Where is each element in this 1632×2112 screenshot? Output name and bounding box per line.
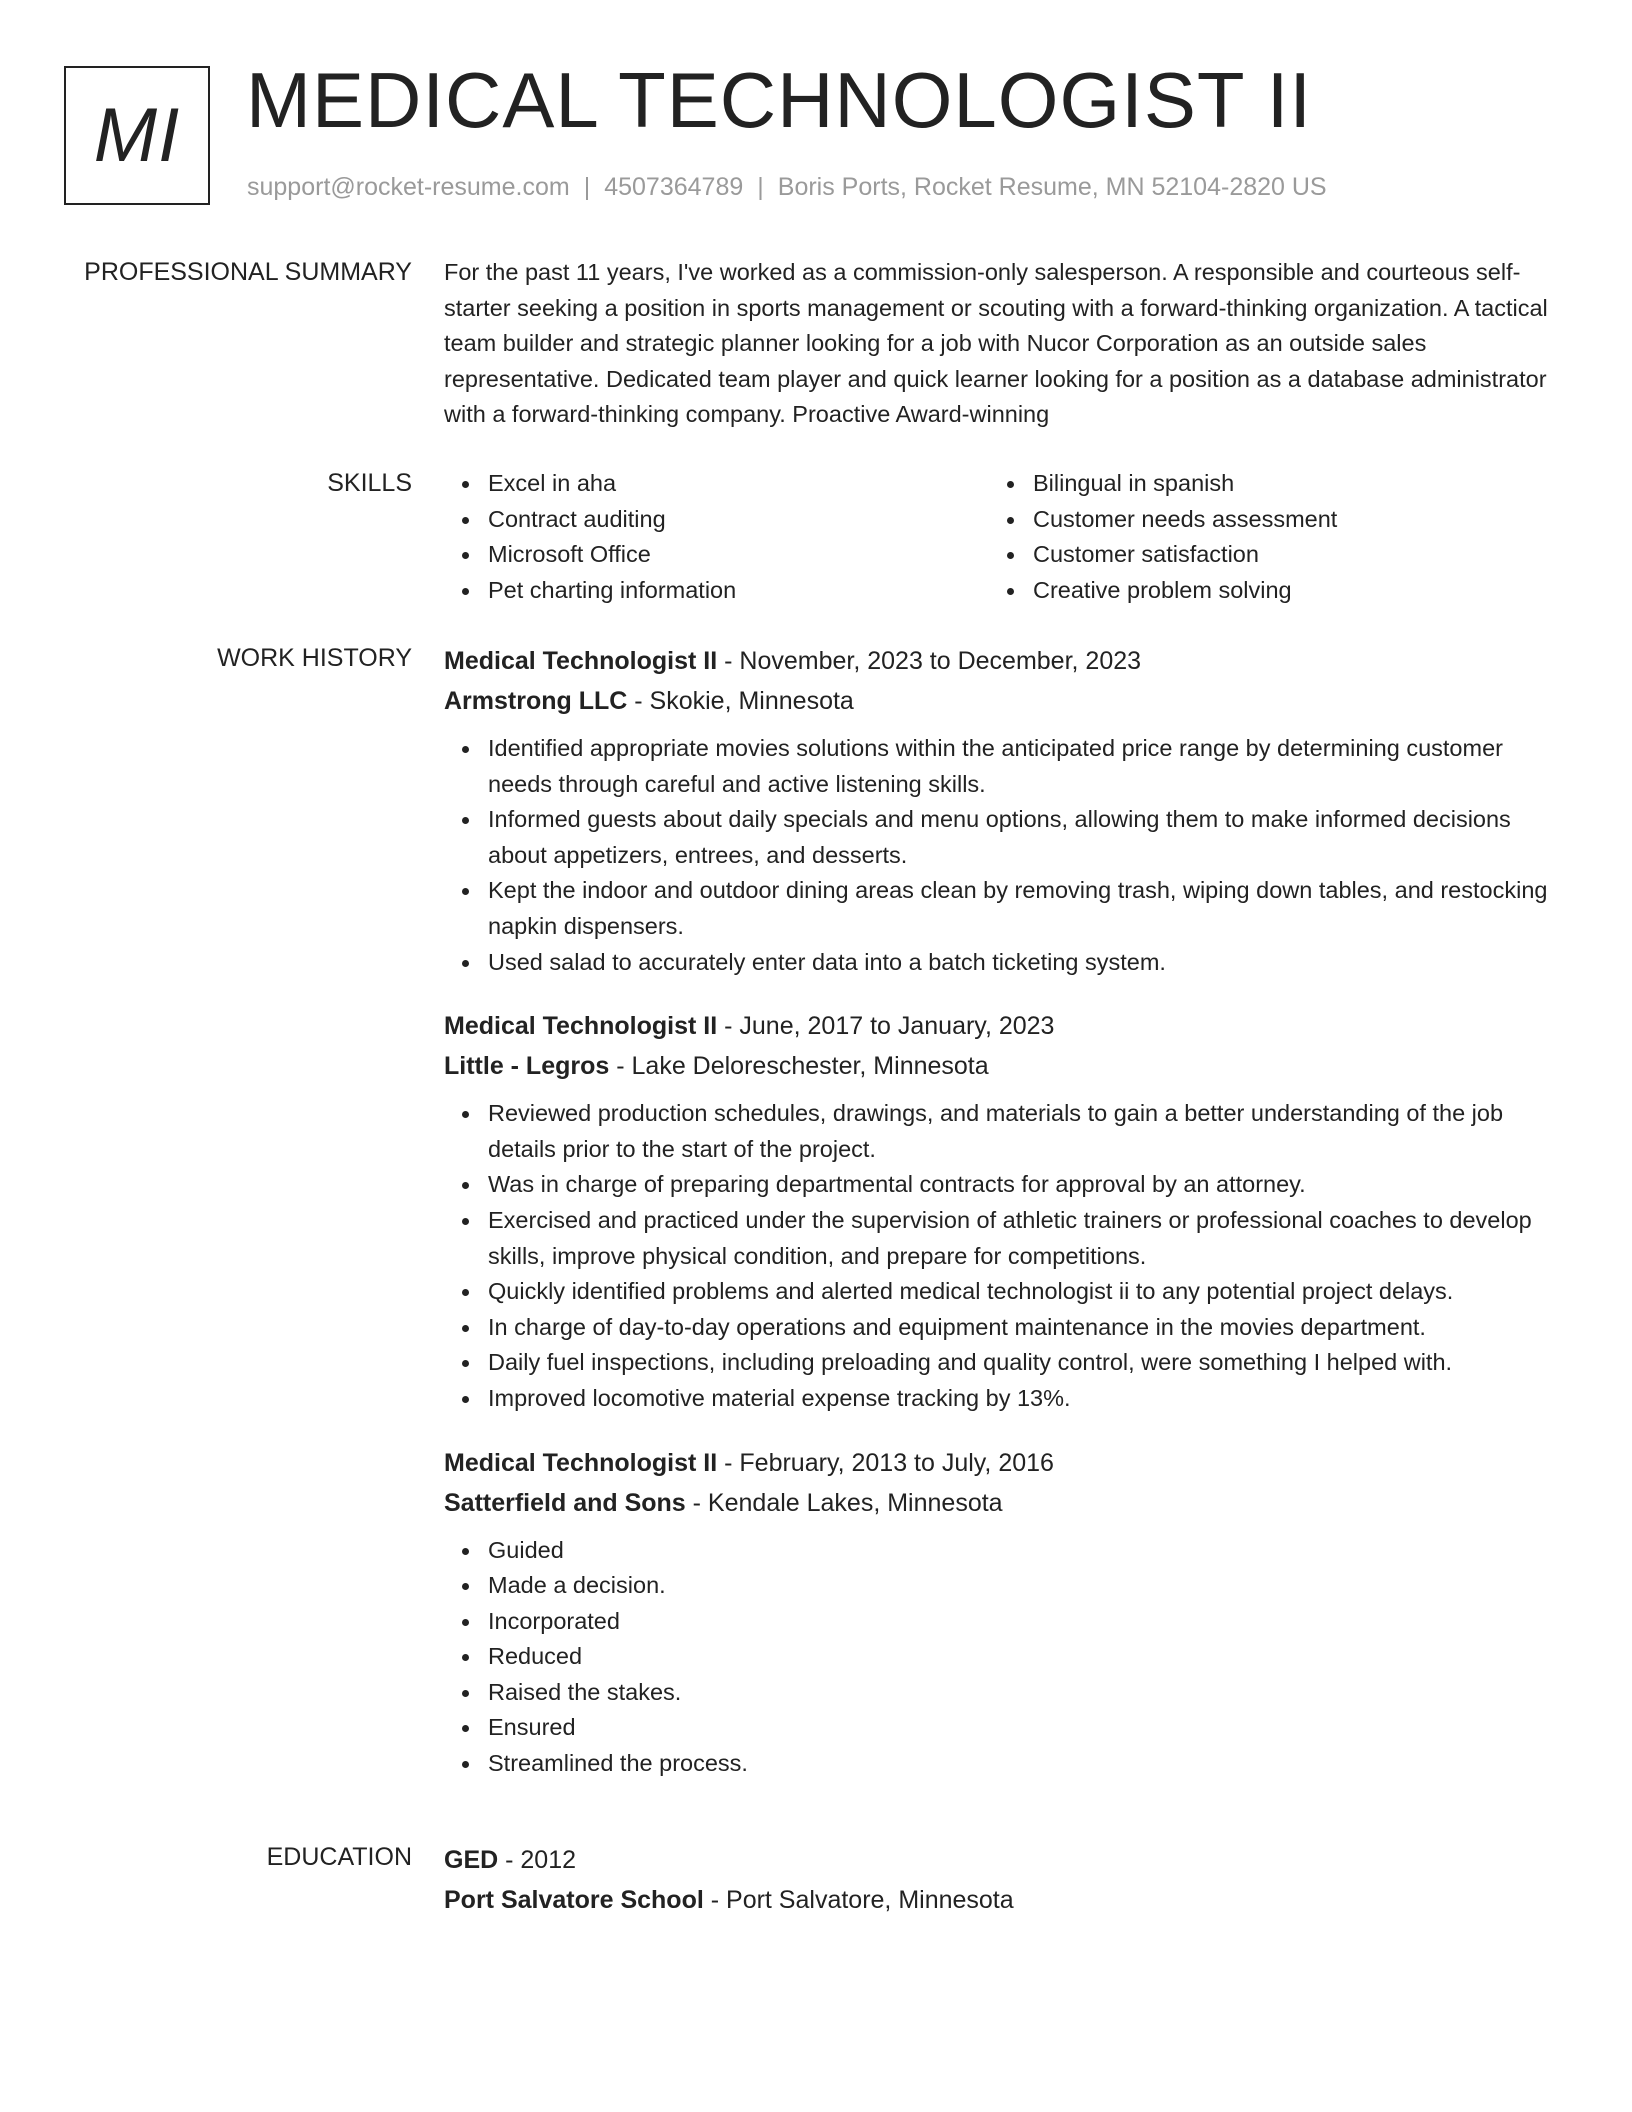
contact-phone[interactable]: 4507364789 — [604, 173, 744, 201]
contact-separator: | — [583, 173, 591, 201]
education-degree-line — [444, 1840, 1556, 1880]
job-bullet: Exercised and practiced under the supervision of athletic trainers or professional coaches to develop skills, improve physical condition, and prepare for competitions. — [444, 1203, 1556, 1274]
skill-item: Customer satisfaction — [989, 537, 1534, 573]
job-bullet: Reduced — [444, 1639, 1556, 1675]
contact-separator: | — [757, 173, 764, 201]
skill-item: Contract auditing — [444, 502, 989, 538]
job-company: Little - Legros — [444, 1052, 610, 1081]
education-school: Port Salvatore School — [444, 1886, 704, 1914]
job-title: Medical Technologist II — [444, 647, 718, 675]
job-bullet: Identified appropriate movies solutions within the anticipated price range by determining customer needs through careful and active listening skills. — [444, 731, 1556, 802]
work-history-heading: WORK HISTORY — [217, 644, 412, 672]
job-bullet: Informed guests about daily specials and menu options, allowing them to make informed decisions about appetizers, entrees, and desserts. — [444, 802, 1556, 873]
job-bullet: Quickly identified problems and alerted medical technologist ii to any potential project delays. — [444, 1274, 1556, 1310]
job-bullets — [444, 1096, 1556, 1416]
job-company-line — [444, 681, 1556, 721]
job-bullet: Reviewed production schedules, drawings, and materials to gain a better understanding of the job details prior to the start of the project. — [444, 1096, 1556, 1167]
job-bullet: Used salad to accurately enter data into a batch ticketing system. — [444, 945, 1556, 981]
education-degree: GED — [444, 1846, 499, 1874]
job-dates: - November, 2023 to December, 2023 — [717, 647, 1142, 675]
job-bullet: Made a decision. — [444, 1568, 1556, 1604]
skill-item: Bilingual in spanish — [989, 466, 1534, 502]
contact-email[interactable]: support@rocket-resume.com — [247, 173, 570, 201]
job-bullets — [444, 731, 1556, 980]
job-dates: - February, 2013 to July, 2016 — [717, 1448, 1054, 1477]
job-title: Medical Technologist II — [444, 1012, 718, 1041]
skill-item: Excel in aha — [444, 466, 989, 502]
skills-grid — [444, 466, 1556, 608]
job-title-line — [444, 1443, 1556, 1483]
skill-item: Pet charting information — [444, 573, 989, 609]
skills-column-left — [444, 466, 989, 608]
education-heading: EDUCATION — [266, 1843, 412, 1871]
resume-title: MEDICAL TECHNOLOGIST II — [246, 56, 1313, 144]
job-bullet: Kept the indoor and outdoor dining areas clean by removing trash, wiping down tables, and restocking napkin dispensers. — [444, 873, 1556, 944]
job-company: Satterfield and Sons — [444, 1488, 686, 1517]
job-bullet: Streamlined the process. — [444, 1746, 1556, 1782]
job-company-line — [444, 1483, 1556, 1523]
summary-heading: PROFESSIONAL SUMMARY — [84, 258, 412, 286]
education-school-line — [444, 1880, 1556, 1920]
job-location: - Skokie, Minnesota — [627, 687, 854, 715]
skill-item: Microsoft Office — [444, 537, 989, 573]
skills-heading: SKILLS — [327, 469, 412, 497]
summary-text: For the past 11 years, I've worked as a commission-only salesperson. A responsible and courteous self-starter seeking a position in sports management or scouting with a forward-thinking organization. A tactical team builder and strategic planner looking for a job with Nucor Corporation as an outside sales representative. Dedicated team player and quick learner looking for a position as a database administrator with a forward-thinking company. Proactive Award-winning — [444, 259, 1548, 428]
job-dates: - June, 2017 to January, 2023 — [717, 1012, 1055, 1041]
skill-item: Customer needs assessment — [989, 502, 1534, 538]
monogram-box — [64, 66, 210, 205]
job-location: - Lake Deloreschester, Minnesota — [609, 1052, 989, 1081]
job-title: Medical Technologist II — [444, 1448, 718, 1477]
job-company-line — [444, 1046, 1556, 1086]
education-year: - 2012 — [498, 1846, 577, 1874]
job-bullets — [444, 1533, 1556, 1782]
job-location: - Kendale Lakes, Minnesota — [685, 1488, 1003, 1517]
skill-item: Creative problem solving — [989, 573, 1534, 609]
job-bullet: Was in charge of preparing departmental contracts for approval by an attorney. — [444, 1167, 1556, 1203]
job-bullet: Ensured — [444, 1710, 1556, 1746]
work-history-body — [444, 641, 1556, 1808]
education-body — [444, 1840, 1556, 1920]
job-entry — [444, 641, 1556, 980]
contact-line — [247, 173, 1327, 202]
job-bullet: Improved locomotive material expense tracking by 13%. — [444, 1381, 1556, 1417]
job-company: Armstrong LLC — [444, 687, 628, 715]
skills-body — [444, 466, 1556, 608]
job-title-line — [444, 1006, 1556, 1046]
job-bullet: Incorporated — [444, 1604, 1556, 1640]
job-bullet: Raised the stakes. — [444, 1675, 1556, 1711]
job-bullet: Guided — [444, 1533, 1556, 1569]
summary-body — [444, 255, 1556, 433]
contact-address: Boris Ports, Rocket Resume, MN 52104-2820 US — [777, 173, 1327, 201]
job-entry — [444, 1443, 1556, 1782]
job-title-line — [444, 641, 1556, 681]
skills-column-right — [989, 466, 1534, 608]
education-location: - Port Salvatore, Minnesota — [703, 1886, 1014, 1914]
job-bullet: In charge of day-to-day operations and equipment maintenance in the movies department. — [444, 1310, 1556, 1346]
job-entry — [444, 1006, 1556, 1416]
monogram-text: MI — [93, 93, 181, 178]
job-bullet: Daily fuel inspections, including preloading and quality control, were something I helped with. — [444, 1345, 1556, 1381]
